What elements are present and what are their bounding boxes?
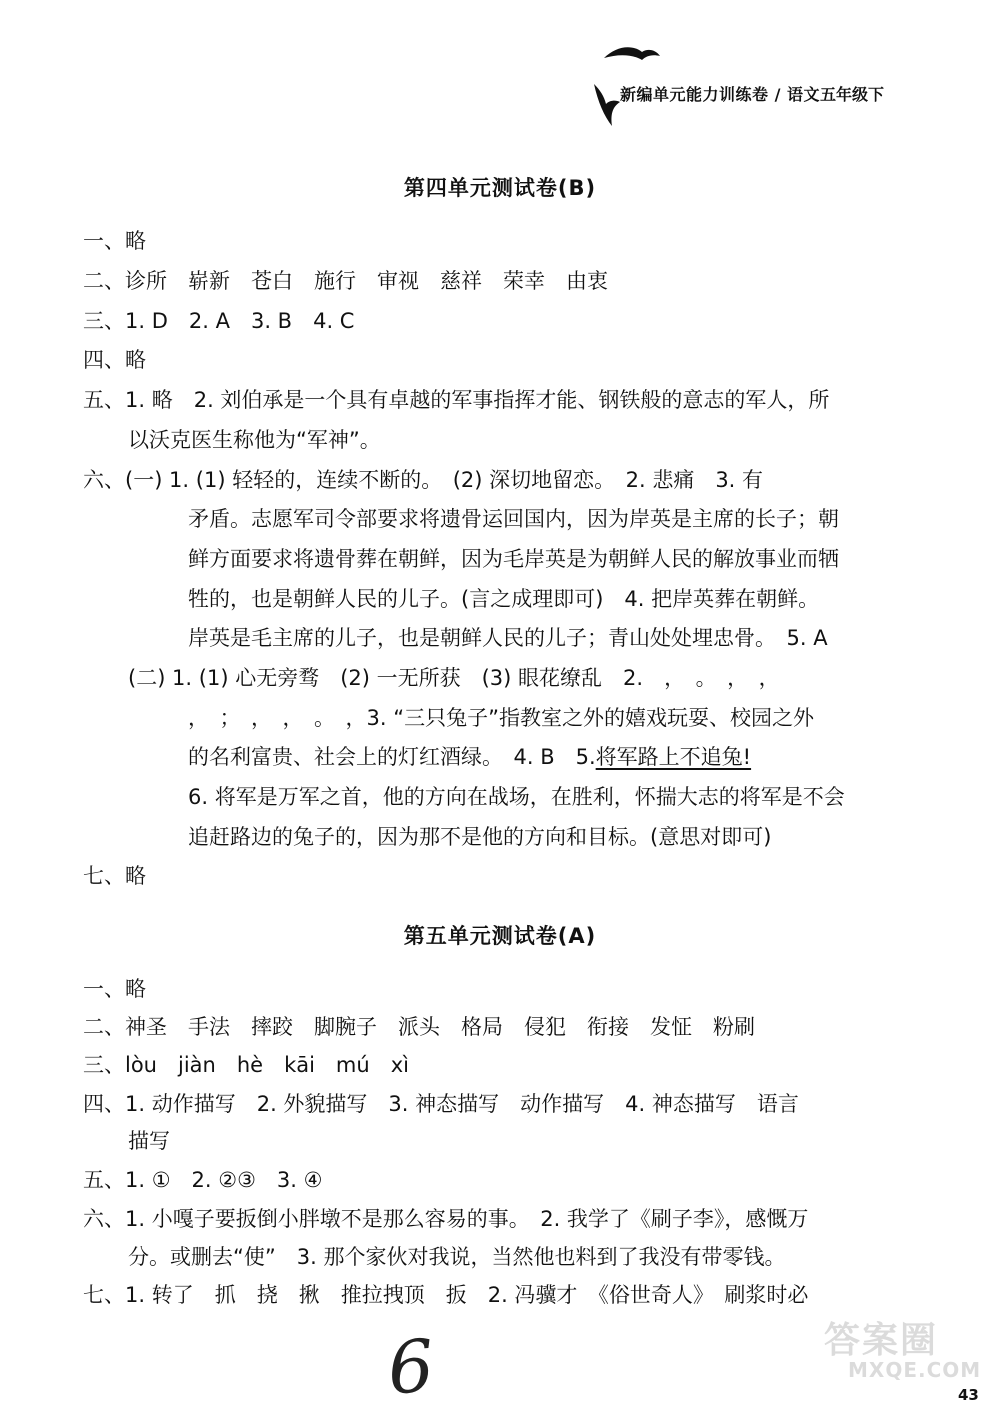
bird-icon [590, 80, 624, 128]
answer-line: 以沃克医生称他为“军神”。 [128, 428, 381, 452]
answer-line: 矛盾。志愿军司令部要求将遗骨运回国内，因为岸英是主席的长子；朝 [188, 507, 839, 531]
answer-line: 三、lòu jiàn hè kāi mú xì [83, 1053, 409, 1077]
answer-line: 二、神圣 手法 摔跤 脚腕子 派头 格局 侵犯 衔接 发怔 粉刷 [83, 1015, 755, 1039]
answer-line: 六、(一) 1. (1) 轻轻的，连续不断的。 (2) 深切地留恋。 2. 悲痛 3. 有 [83, 468, 764, 492]
answer-line: 五、1. 略 2. 刘伯承是一个具有卓越的军事指挥才能、钢铁般的意志的军人，所 [83, 388, 830, 412]
grade-label: 五年级下 [820, 85, 885, 104]
underlined-answer: 将军路上不追兔! [595, 745, 752, 769]
answer-line: 6. 将军是万军之首，他的方向在战场，在胜利，怀揣大志的将军是不会 [188, 785, 845, 809]
answer-line: 分。或删去“使” 3. 那个家伙对我说，当然他也料到了我没有带零钱。 [128, 1245, 786, 1269]
watermark-url: MXQE.COM [848, 1358, 982, 1382]
answer-line: (二) 1. (1) 心无旁骛 (2) 一无所获 (3) 眼花缭乱 2. ， 。 ， ， [128, 666, 780, 690]
answer-line: 鲜方面要求将遗骨葬在朝鲜，因为毛岸英是为朝鲜人民的解放事业而牺 [188, 547, 839, 571]
answer-line: 四、1. 动作描写 2. 外貌描写 3. 神态描写 动作描写 4. 神态描写 语言 [83, 1092, 799, 1116]
answer-line: 牲的，也是朝鲜人民的儿子。(言之成理即可) 4. 把岸英葬在朝鲜。 [188, 587, 820, 611]
section-title: 第四单元测试卷(B) [403, 176, 597, 200]
answer-line: 六、1. 小嘎子要扳倒小胖墩不是那么容易的事。 2. 我学了《刷子李》，感慨万 [83, 1207, 809, 1231]
answer-line: 五、1. ① 2. ②③ 3. ④ [83, 1168, 323, 1192]
answer-line: 描写 [128, 1129, 170, 1153]
answer-line: 七、略 [83, 864, 146, 888]
answer-text: 的名利富贵、社会上的灯红酒绿。 4. B 5. [188, 745, 596, 769]
series-title: 新编单元能力训练卷 / 语文 [620, 85, 820, 104]
watermark-text: 答案圈 [824, 1320, 939, 1361]
answer-line: 岸英是毛主席的儿子，也是朝鲜人民的儿子；青山处处埋忠骨。 5. A [188, 626, 828, 650]
answer-line: 三、1. D 2. A 3. B 4. C [83, 309, 355, 333]
section-title: 第五单元测试卷(A) [403, 924, 597, 948]
page-header [590, 40, 990, 130]
answer-line: 二、诊所 崭新 苍白 施行 审视 慈祥 荣幸 由衷 [83, 269, 608, 293]
answer-line: ， ； ， ， 。 ，3. “三只兔子”指教室之外的嬉戏玩耍、校园之外 [188, 706, 814, 730]
answer-line [188, 747, 751, 768]
answer-line: 七、1. 转了 抓 挠 揪 推拉拽顶 扳 2. 冯骥才 《俗世奇人》 刷浆时必 [83, 1283, 809, 1307]
answer-line: 追赶路边的兔子的，因为那不是他的方向和目标。(意思对即可) [188, 825, 772, 849]
answer-line: 一、略 [83, 229, 146, 253]
answer-line: 四、略 [83, 348, 146, 372]
page-number: 43 [958, 1386, 979, 1404]
answer-line: 一、略 [83, 977, 146, 1001]
watermark [818, 1310, 982, 1390]
bird-icon [602, 40, 662, 80]
handwritten-number: 6 [385, 1323, 437, 1411]
